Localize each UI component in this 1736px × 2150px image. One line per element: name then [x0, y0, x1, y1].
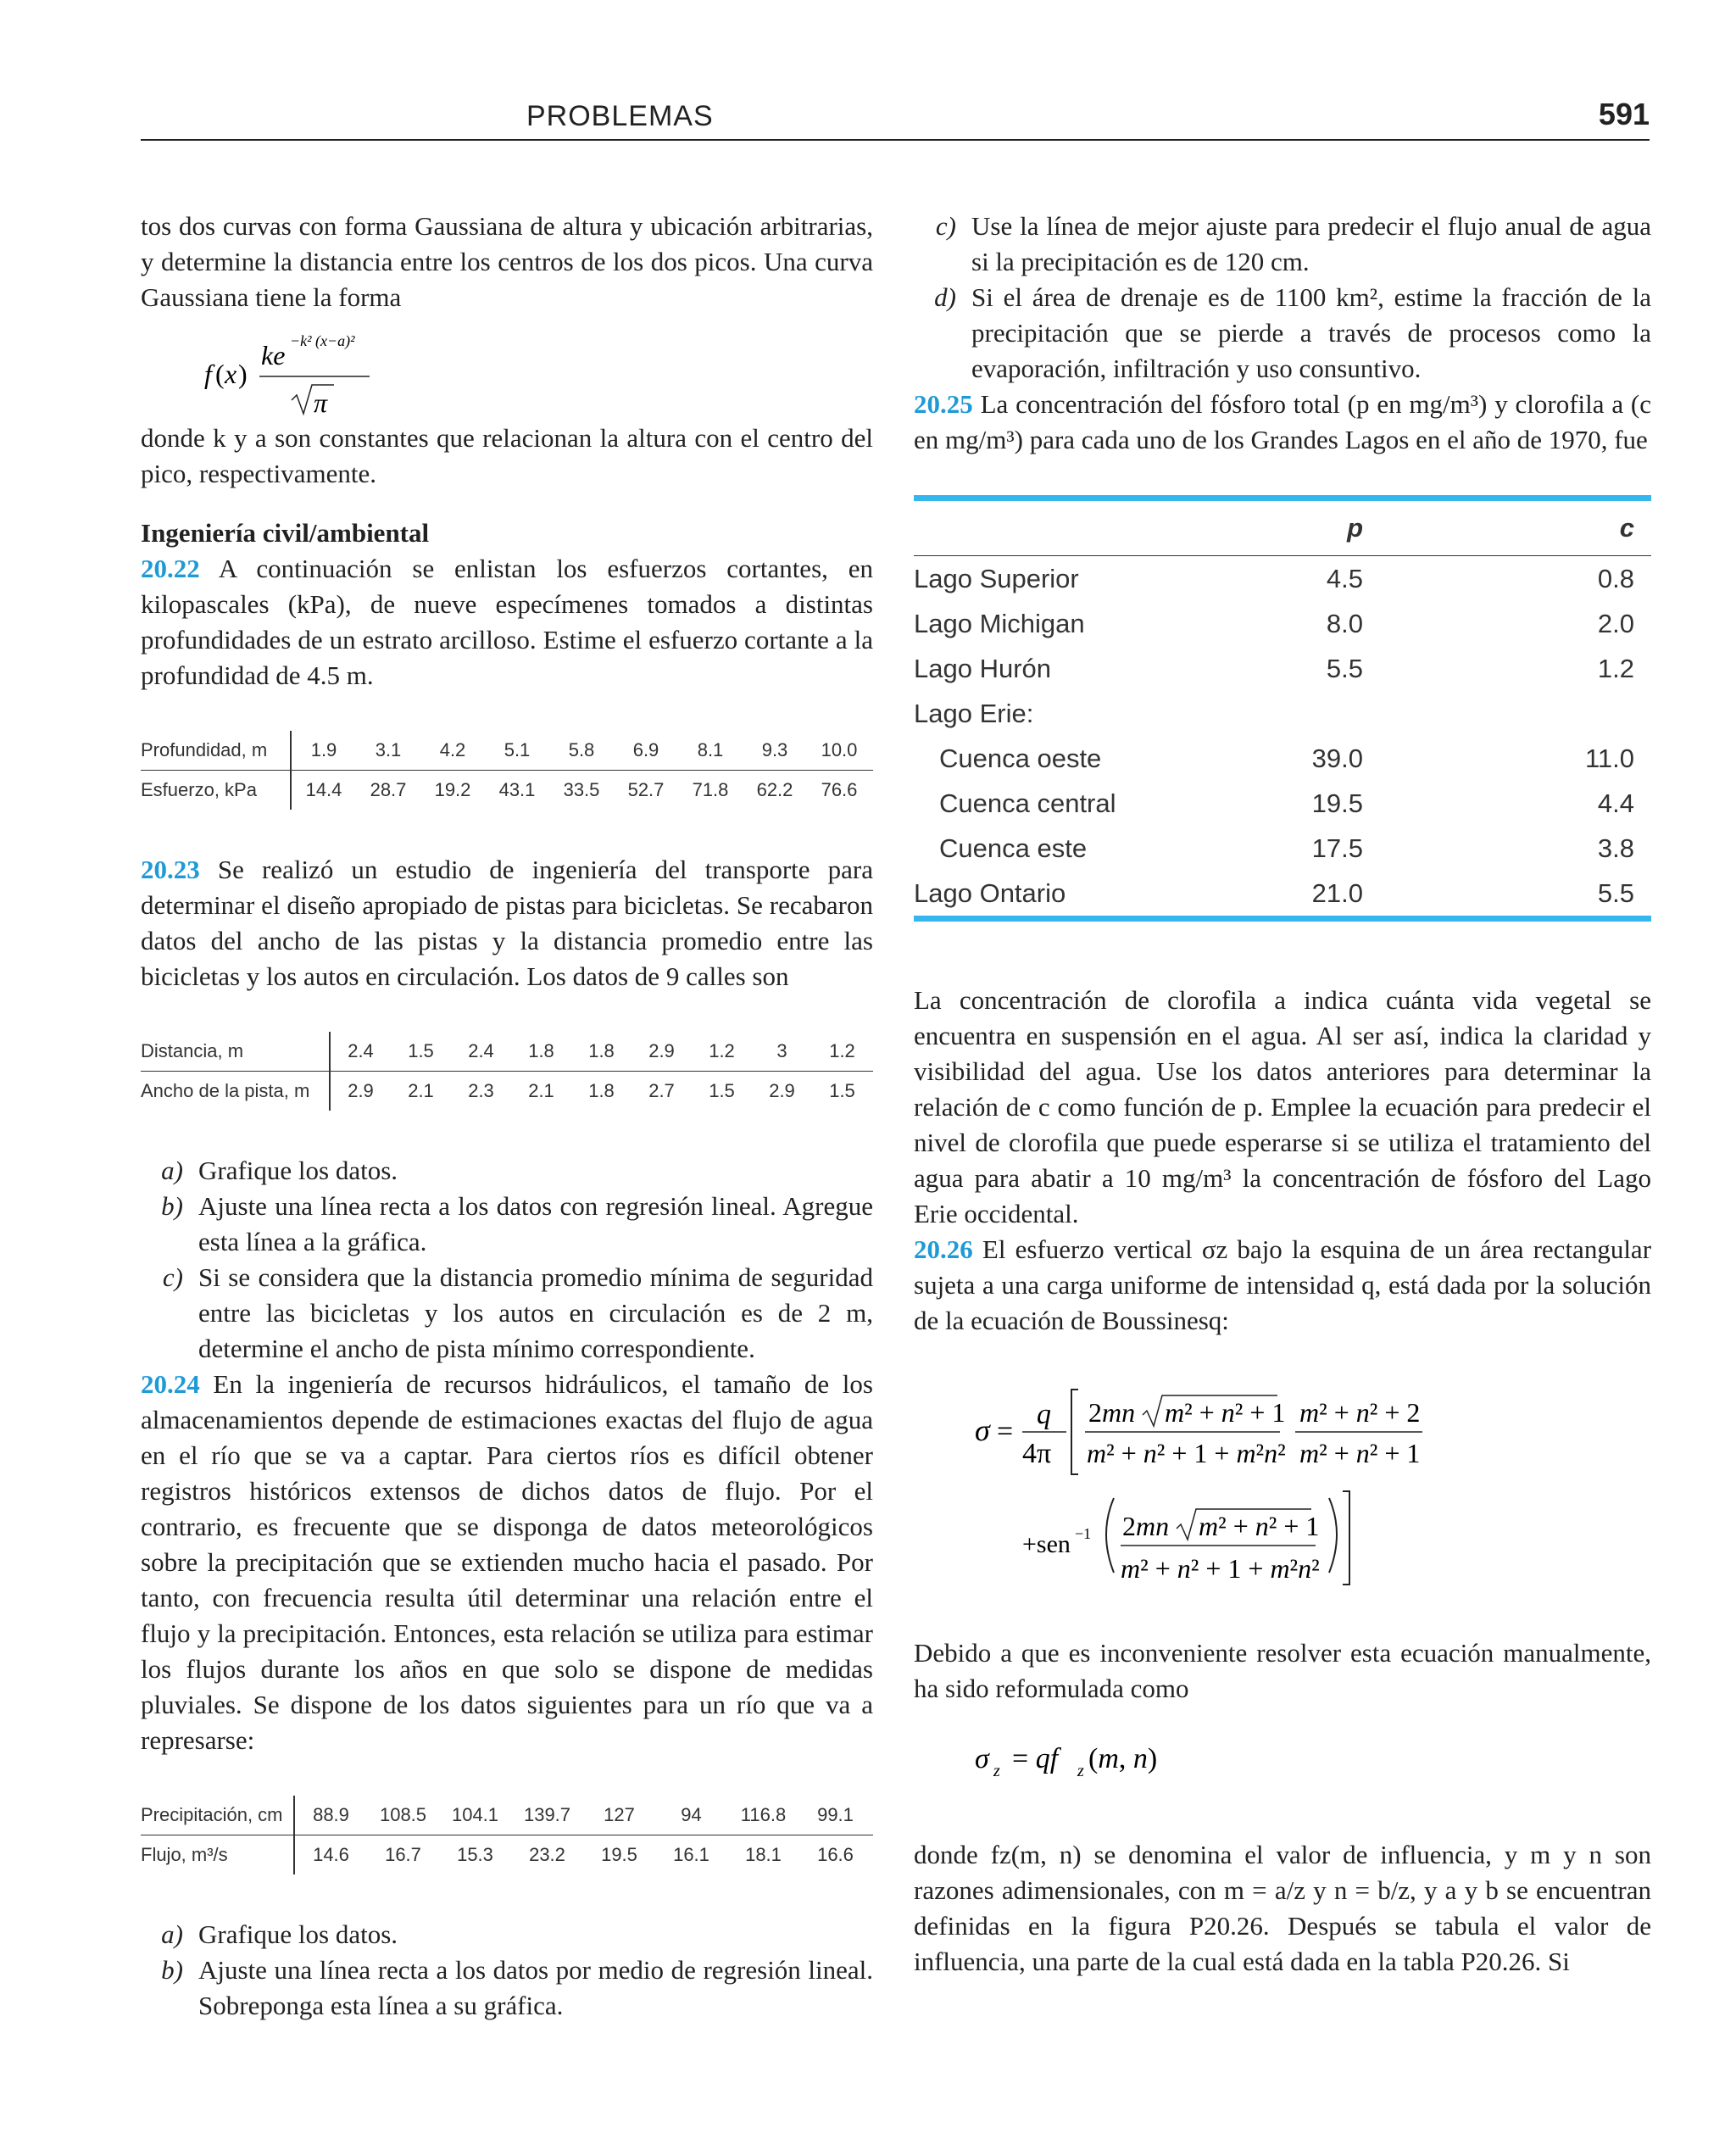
list-item — [914, 280, 1651, 387]
problem-20-24-items — [141, 1917, 873, 2024]
table-cell: 116.8 — [740, 1804, 787, 1825]
problem-20-23-items — [141, 1153, 873, 1367]
lake-value-c: 2.0 — [1597, 608, 1634, 638]
svg-text:−1: −1 — [1075, 1525, 1092, 1542]
svg-text:4π: 4π — [1022, 1438, 1052, 1469]
problem-20-22 — [141, 551, 873, 693]
table-row — [141, 1835, 873, 1874]
table-cell: 71.8 — [692, 779, 729, 800]
table-cell: 2.9 — [348, 1080, 374, 1101]
table-cell: 1.5 — [829, 1080, 855, 1101]
table-cell: 1.5 — [408, 1040, 434, 1061]
gaussian-formula-graphic — [141, 315, 480, 421]
lake-value-p: 4.5 — [1326, 563, 1363, 593]
problem-text: A continuación se enlistan los esfuerzos cortantes, en kilopascales (kPa), de nueve especímenes tomados a distintas profundidades de un estrato arcilloso. Estime el esfuerzo cortante a la profundidad de 4.5 m. — [141, 554, 873, 690]
list-item — [141, 1952, 873, 2024]
problem-20-23 — [141, 852, 873, 994]
table-cell: 43.1 — [498, 779, 536, 800]
table-cell: 9.3 — [761, 739, 788, 760]
lake-name: Cuenca este — [939, 833, 1088, 863]
intro-after-paragraph: donde k y a son constantes que relacionan la altura con el centro del pico, respectivamente. — [141, 423, 873, 488]
table-cell: 3 — [776, 1040, 787, 1061]
problem-number: 20.24 — [141, 1369, 200, 1399]
svg-text:π: π — [314, 387, 328, 418]
gaussian-formula — [141, 315, 873, 421]
item-label: c) — [935, 211, 956, 241]
problem-20-25-after: La concentración de clorofila a indica cuánta vida vegetal se encuentra en suspensión en el agua. Al ser así, indica la claridad y visibilidad del agua. Use los datos anteriores para determinar la relación de c como función de p. Emplee la ecuación para predecir el nivel de clorofila que puede esperarse si se utiliza el tratamiento del agua para abatir a 10 mg/m³ la concentración de fósforo del Lago Erie occidental. — [914, 985, 1651, 1228]
problem-text: La concentración del fósforo total (p en mg/m³) y clorofila a (c en mg/m³) para cada uno de los Grandes Lagos en el año de 1970, fue — [914, 389, 1652, 454]
table-row — [141, 731, 873, 771]
lake-value-p: 39.0 — [1311, 743, 1363, 773]
lake-name: Lago Superior — [914, 563, 1079, 593]
bike-lane-table — [141, 1032, 873, 1111]
lake-name: Lago Hurón — [914, 653, 1052, 683]
lake-value-c: 11.0 — [1584, 743, 1634, 773]
table-cell: 8.1 — [697, 739, 724, 760]
table-cell: 16.6 — [817, 1844, 854, 1865]
row-label: Profundidad, m — [141, 731, 292, 770]
item-label: b) — [161, 1191, 183, 1221]
table-row — [914, 871, 1651, 916]
table-cell: 62.2 — [756, 779, 793, 800]
svg-text:σ: σ — [975, 1413, 990, 1447]
table-row — [914, 601, 1651, 646]
lake-value-p: 8.0 — [1326, 608, 1363, 638]
table-row — [914, 646, 1651, 691]
item-text: Ajuste una línea recta a los datos con regresión lineal. Agregue esta línea a la gráfica. — [198, 1191, 873, 1256]
svg-text:z: z — [993, 1762, 1000, 1780]
col-header-c: c — [1619, 513, 1634, 543]
problem-20-25 — [914, 387, 1651, 458]
svg-text:m² + n² + 1: m² + n² + 1 — [1165, 1397, 1286, 1428]
table-cell: 2.9 — [648, 1040, 675, 1061]
svg-text:=: = — [997, 1416, 1014, 1447]
list-item — [141, 1189, 873, 1260]
list-item — [141, 1153, 873, 1189]
lake-name: Cuenca oeste — [939, 743, 1102, 773]
problem-20-26-end: donde fz(m, n) se denomina el valor de influencia, y m y n son razones adimensionales, con m = a/z y n = b/z, y a y b se encuentran definidas en la figura P20.26. Después se tabula el valor de influencia, una parte de la cual está dada en la tabla P20.26. Si — [914, 1840, 1651, 1976]
table-row — [141, 1072, 873, 1111]
table-cell: 94 — [681, 1804, 702, 1825]
table-cell: 1.8 — [588, 1080, 615, 1101]
item-label: b) — [161, 1955, 183, 1985]
table-cell: 23.2 — [529, 1844, 565, 1865]
lake-value-c: 5.5 — [1597, 877, 1634, 908]
table-row — [914, 781, 1651, 826]
boussinesq-equation — [914, 1356, 1651, 1610]
problem-20-26 — [914, 1232, 1651, 1339]
table-cell: 16.1 — [673, 1844, 709, 1865]
table-cell: 2.9 — [769, 1080, 795, 1101]
problem-text: El esfuerzo vertical σz bajo la esquina de un área rectangular sujeta a una carga uniforme de intensidad q, está dada por la solución de la ecuación de Boussinesq: — [914, 1234, 1652, 1335]
problem-20-24-items-continued — [914, 209, 1651, 387]
reformulated-equation — [914, 1707, 1651, 1808]
list-item — [914, 209, 1651, 280]
row-label: Esfuerzo, kPa — [141, 771, 292, 810]
lake-value-p: 17.5 — [1311, 833, 1363, 863]
lakes-table-header — [914, 501, 1651, 556]
lake-name: Lago Erie: — [914, 698, 1034, 728]
section-heading: Ingeniería civil/ambiental — [141, 518, 430, 548]
table-cell: 127 — [604, 1804, 635, 1825]
table-cell: 10.0 — [821, 739, 858, 760]
lake-value-c: 4.4 — [1597, 788, 1634, 818]
table-cell: 1.2 — [829, 1040, 855, 1061]
table-row — [141, 771, 873, 810]
problem-number: 20.22 — [141, 554, 200, 583]
problem-20-24 — [141, 1367, 873, 1758]
table-cell: 3.1 — [375, 739, 402, 760]
great-lakes-table — [914, 495, 1651, 922]
lake-value-c: 0.8 — [1597, 563, 1634, 593]
svg-text:q: q — [1037, 1399, 1051, 1430]
svg-text:m² + n² + 1 + m²n²: m² + n² + 1 + m²n² — [1121, 1553, 1320, 1584]
table-cell: 15.3 — [457, 1844, 493, 1865]
table-cell: 1.9 — [310, 739, 337, 760]
table-cell: 52.7 — [627, 779, 665, 800]
row-label: Precipitación, cm — [141, 1796, 295, 1835]
list-item — [141, 1260, 873, 1367]
svg-text:m² + n² + 1: m² + n² + 1 — [1199, 1511, 1320, 1541]
table-cell: 16.7 — [385, 1844, 421, 1865]
svg-text:(m, n): (m, n) — [1088, 1743, 1158, 1774]
lake-name: Lago Michigan — [914, 608, 1085, 638]
svg-text:ke: ke — [261, 340, 286, 370]
table-cell: 1.2 — [709, 1040, 735, 1061]
svg-text:m² + n² + 1: m² + n² + 1 — [1299, 1438, 1421, 1468]
precipitation-flow-table — [141, 1796, 873, 1874]
col-header-p: p — [1347, 513, 1363, 543]
svg-text:−k² (x−a)²: −k² (x−a)² — [290, 332, 355, 349]
row-label: Flujo, m³/s — [141, 1835, 295, 1874]
running-head: PROBLEMAS — [526, 100, 714, 132]
problem-text: En la ingeniería de recursos hidráulicos, el tamaño de los almacenamientos depende de estimaciones exactas del flujo de agua en el río que se va a captar. Para ciertos ríos es difícil obtener registros históricos extensos de dichos datos de flujo. Por el contrario, es frecuente que se disponga de datos meteorológicos sobre la precipitación que se extienden mucho hacia el pasado. Por tanto, con frecuencia resulta útil determinar una relación entre el flujo y la precipitación. Entonces, esta relación se utiliza para estimar los flujos durante los años en que solo se dispone de medidas pluviales. Se dispone de los datos siguientes para un río que va a represarse: — [141, 1369, 873, 1755]
lake-value-c: 3.8 — [1597, 833, 1634, 863]
table-row — [914, 826, 1651, 871]
table-cell: 1.8 — [528, 1040, 554, 1061]
item-text: Si el área de drenaje es de 1100 km², estime la fracción de la precipitación que se pierde a través de procesos como la evaporación, infiltración y uso consuntivo. — [971, 282, 1651, 383]
lakes-table-body — [914, 556, 1651, 916]
item-label: a) — [161, 1919, 183, 1949]
table-cell: 4.2 — [439, 739, 466, 760]
table-cell: 2.3 — [468, 1080, 494, 1101]
table-cell: 14.6 — [313, 1844, 349, 1865]
table-cell: 1.8 — [588, 1040, 615, 1061]
problem-number: 20.26 — [914, 1234, 973, 1264]
table-cell: 139.7 — [523, 1804, 571, 1825]
boussinesq-equation-graphic — [914, 1356, 1651, 1610]
svg-text:(: ( — [215, 359, 225, 389]
table-cell: 19.5 — [601, 1844, 637, 1865]
svg-text:σ: σ — [975, 1743, 989, 1774]
table-cell: 2.7 — [648, 1080, 675, 1101]
svg-text:2mn: 2mn — [1088, 1397, 1136, 1428]
svg-text:x: x — [225, 359, 237, 389]
table-row — [914, 691, 1651, 736]
item-text: Grafique los datos. — [198, 1919, 398, 1949]
svg-text:m² + n² + 1 + m²n²: m² + n² + 1 + m²n² — [1087, 1438, 1286, 1468]
table-cell: 19.2 — [434, 779, 471, 800]
row-label: Distancia, m — [141, 1032, 331, 1071]
item-text: Si se considera que la distancia promedio mínima de seguridad entre las bicicletas y los autos en circulación es de 2 m, determine el ancho de pista mínimo correspondiente. — [198, 1262, 873, 1363]
row-label: Ancho de la pista, m — [141, 1072, 331, 1111]
item-label: a) — [161, 1156, 183, 1185]
table-cell: 2.1 — [408, 1080, 434, 1101]
table-cell: 99.1 — [817, 1804, 854, 1825]
table-cell: 6.9 — [632, 739, 659, 760]
list-item — [141, 1917, 873, 1952]
table-cell: 1.5 — [709, 1080, 735, 1101]
problem-number: 20.25 — [914, 389, 973, 419]
table-row — [141, 1032, 873, 1072]
problem-number: 20.23 — [141, 855, 200, 884]
lake-name: Lago Ontario — [914, 877, 1066, 908]
table-cell: 2.1 — [528, 1080, 554, 1101]
lake-value-p: 5.5 — [1326, 653, 1363, 683]
table-cell: 88.9 — [313, 1804, 349, 1825]
right-column — [914, 209, 1651, 1980]
svg-text:m² + n² + 2: m² + n² + 2 — [1299, 1397, 1421, 1428]
item-label: d) — [934, 282, 956, 312]
table-cell: 2.4 — [468, 1040, 494, 1061]
table-cell: 108.5 — [379, 1804, 427, 1825]
shear-stress-table — [141, 731, 873, 810]
table-cell: 5.8 — [568, 739, 595, 760]
page-header — [141, 95, 1650, 141]
table-cell: 104.1 — [451, 1804, 499, 1825]
table-cell: 18.1 — [745, 1844, 782, 1865]
page-number: 591 — [1598, 97, 1650, 131]
svg-text:+sen: +sen — [1022, 1530, 1071, 1558]
item-text: Ajuste una línea recta a los datos por medio de regresión lineal. Sobreponga esta línea a su gráfica. — [198, 1955, 873, 2020]
table-cell: 76.6 — [821, 779, 858, 800]
item-text: Grafique los datos. — [198, 1156, 398, 1185]
lake-value-p: 21.0 — [1311, 877, 1363, 908]
problem-text: Se realizó un estudio de ingeniería del transporte para determinar el diseño apropiado de pistas para bicicletas. Se recabaron datos del ancho de las pistas y la distancia promedio entre las bicicletas y los autos en circulación. Los datos de 9 calles son — [141, 855, 874, 991]
lake-name: Cuenca central — [939, 788, 1116, 818]
reformulated-equation-graphic — [914, 1707, 1338, 1808]
table-row — [914, 736, 1651, 781]
lake-value-p: 19.5 — [1311, 788, 1363, 818]
problem-20-26-mid: Debido a que es inconveniente resolver esta ecuación manualmente, ha sido reformulada como — [914, 1638, 1651, 1703]
table-cell: 5.1 — [504, 739, 531, 760]
left-column — [141, 209, 873, 2024]
item-label: c) — [162, 1262, 183, 1292]
svg-text:= qf: = qf — [1012, 1743, 1059, 1774]
intro-paragraph: tos dos curvas con forma Gaussiana de altura y ubicación arbitrarias, y determine la distancia entre los centros de los dos picos. Una curva Gaussiana tiene la forma — [141, 211, 873, 312]
svg-text:f: f — [204, 359, 212, 389]
table-row — [141, 1796, 873, 1835]
lake-value-c: 1.2 — [1597, 653, 1634, 683]
table-cell: 28.7 — [370, 779, 407, 800]
table-cell: 33.5 — [563, 779, 600, 800]
item-text: Use la línea de mejor ajuste para predecir el flujo anual de agua si la precipitación es de 120 cm. — [971, 211, 1651, 276]
table-cell: 2.4 — [348, 1040, 374, 1061]
table-row — [914, 556, 1651, 601]
table-cell: 14.4 — [305, 779, 342, 800]
svg-text:2mn: 2mn — [1122, 1511, 1170, 1541]
svg-text:): ) — [238, 359, 248, 389]
svg-text:z: z — [1077, 1762, 1084, 1780]
